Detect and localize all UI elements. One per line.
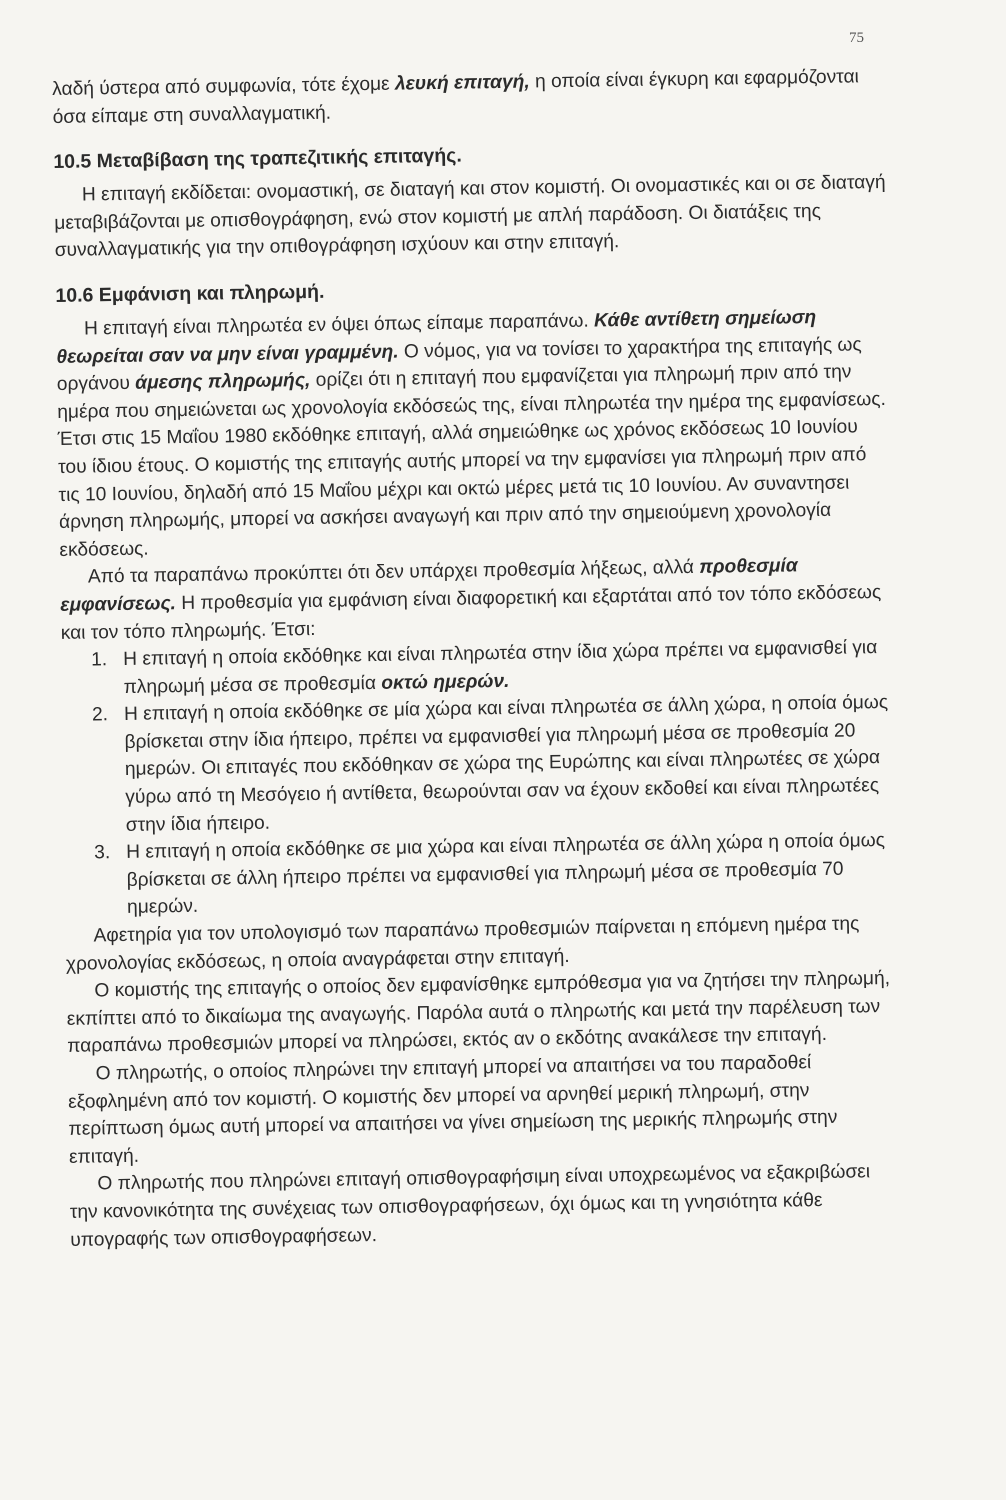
intro-paragraph: λαδή ύστερα από συμφωνία, τότε έχομε λευκή επιταγή, η οποία είναι έγκυρη και εφαρμόζονται όσα είπαμε στη συναλλαγματική. — [52, 66, 860, 128]
list-item: 1. Η επιταγή η οποία εκδόθηκε και είναι πληρωτέα στην ίδια χώρα πρέπει να εμφανισθεί για πληρωμή μέσα σε προθεσμία οκτώ ημερών. — [91, 637, 878, 698]
emphasis-white-check: λευκή επιταγή, — [394, 71, 530, 95]
section-10-6-paragraph-2: Από τα παραπάνω προκύπτει ότι δεν υπάρχει προθεσμία λήξεως, αλλά προθεσμία εμφανίσεως. Η προθεσμία για εμφάνιση είναι διαφορετική και εξαρτάται από τον τόπο εκδόσεως και τον τόπο πληρωμής. Έτσι: — [60, 555, 882, 644]
section-heading-10-6: 10.6 Εμφάνιση και πληρωμή. — [55, 280, 325, 307]
deadline-list — [61, 634, 897, 923]
emphasis-presentation-deadline: προθεσμία εμφανίσεως. — [60, 555, 798, 616]
list-number: 2. — [91, 704, 109, 726]
section-10-6-paragraph-6: Ο πληρωτής που πληρώνει επιταγή οπισθογραφήσιμη είναι υποχρεωμένος να εξακριβώσει την κανονικότητα της συνέχειας των οπισθογραφήσεων, όχι όμως και τη γνησιότητα κάθε υπογραφής των οπισθογραφήσεων. — [69, 1161, 871, 1251]
list-item: 3. Η επιταγή η οποία εκδόθηκε σε μια χώρα και είναι πληρωτέα σε άλλη χώρα η οποία όμως βρίσκεται σε άλλη ήπειρο πρέπει να εμφανισθεί για πληρωμή μέσα σε προθεσμία 70 ημερών. — [94, 830, 886, 919]
list-item: 2. Η επιταγή η οποία εκδόθηκε σε μία χώρα και είναι πληρωτέα σε άλλη χώρα, η οποία όμως βρίσκεται στην ίδια ήπειρο, πρέπει να εμφανισθεί για πληρωμή μέσα σε προθεσμία 20 ημερών. Οι επιταγές που εκδόθηκαν σε χώρα της Ευρώπης και είναι πληρωτέες σε χώρα γύρω από τη Μεσόγειο ή αντίθετα, θεωρούνται σαν να έχουν εκδοθεί και είναι πληρωτέες στην ίδια ήπειρο. — [91, 692, 889, 836]
section-10-6-paragraph-3: Αφετηρία για τον υπολογισμό των παραπάνω προθεσμιών παίρνεται η επόμενη ημέρα της χρονολογίας εκδόσεως, η οποία αναγράφεται στην επιταγή. — [65, 913, 860, 975]
page-body — [52, 63, 902, 1254]
section-10-6-paragraph-4: Ο κομιστής της επιταγής ο οποίος δεν εμφανίσθηκε εμπρόθεσμα για να ζητήσει την πληρωμή, εκπίπτει από το δικαίωμα της αναγωγής. Παρόλα αυτά ο πληρωτής και μετά την παρέλευση των παραπάνω προθεσμιών μπορεί να πληρώσει, εκτός αν ο εκδότης ανακάλεσε την επιταγή. — [66, 968, 891, 1058]
list-number: 1. — [91, 649, 108, 671]
emphasis-eight-days: οκτώ ημερών. — [381, 670, 510, 694]
page-number: 75 — [849, 30, 864, 46]
section-10-6-paragraph-5: Ο πληρωτής, ο οποίος πληρώνει την επιταγή μπορεί να απαιτήσει να του παραδοθεί εξοφλημένη από τον κομιστή. Ο κομιστής δεν μπορεί να αρνηθεί μερική πληρωμή, στην περίπτωση όμως αυτή μπορεί να απαιτήσει να γίνει σημείωση της μερικής πληρωμής στην επιταγή. — [67, 1052, 838, 1168]
section-10-5-paragraph: Η επιταγή εκδίδεται: ονομαστική, σε διαταγή και στον κομιστή. Οι ονομαστικές και οι σε διαταγή μεταβιβάζονται με οπισθογράφηση, ενώ στον κομιστή με απλή παράδοση. Οι διατάξεις της συναλλαγματικής για την οπιθογράφηση ισχύουν και στην επιταγή. — [54, 172, 886, 262]
list-number: 3. — [94, 842, 111, 864]
emphasis-contrary-note: Κάθε αντίθετη σημείωση θεωρείται σαν να μην είναι γραμμένη. — [56, 306, 817, 368]
emphasis-direct-payment: άμεσης πληρωμής, — [135, 370, 311, 394]
section-10-6-paragraph-1: Η επιταγή είναι πληρωτέα εν όψει όπως είπαμε παραπάνω. Κάθε αντίθετη σημείωση θεωρείται σαν να μην είναι γραμμένη. Ο νόμος, για να τονίσει το χαρακτήρα της επιταγής ως οργάνου άμεσης πληρωμής, ορίζει ότι η επιταγή που εμφανίζεται για πληρωμή πριν από την ημέρα που σημειώνεται ως χρονολογία εκδόσεώς της, είναι πληρωτέα την ημέρα της εμφανίσεως. Έτσι στις 15 Μαΐου 1980 εκδόθηκε επιταγή, αλλά σημειώθηκε ως χρόνος εκδόσεως 10 Ιουνίου του ίδιου έτους. Ο κομιστής της επιταγής αυτής μπορεί να την εμφανίσει για πληρωμή πριν από τις 10 Ιουνίου, δηλαδή από 15 Μαΐου μέχρι και οκτώ μέρες μετά τις 10 Ιουνίου. Αν συναντησει άρνηση πληρωμής, μπορεί να ασκήσει αναγωγή και πριν από την σημειούμενη χρονολογία εκδόσεως. — [56, 306, 887, 561]
section-heading-10-5: 10.5 Μεταβίβαση της τραπεζιτικής επιταγής. — [53, 144, 462, 174]
